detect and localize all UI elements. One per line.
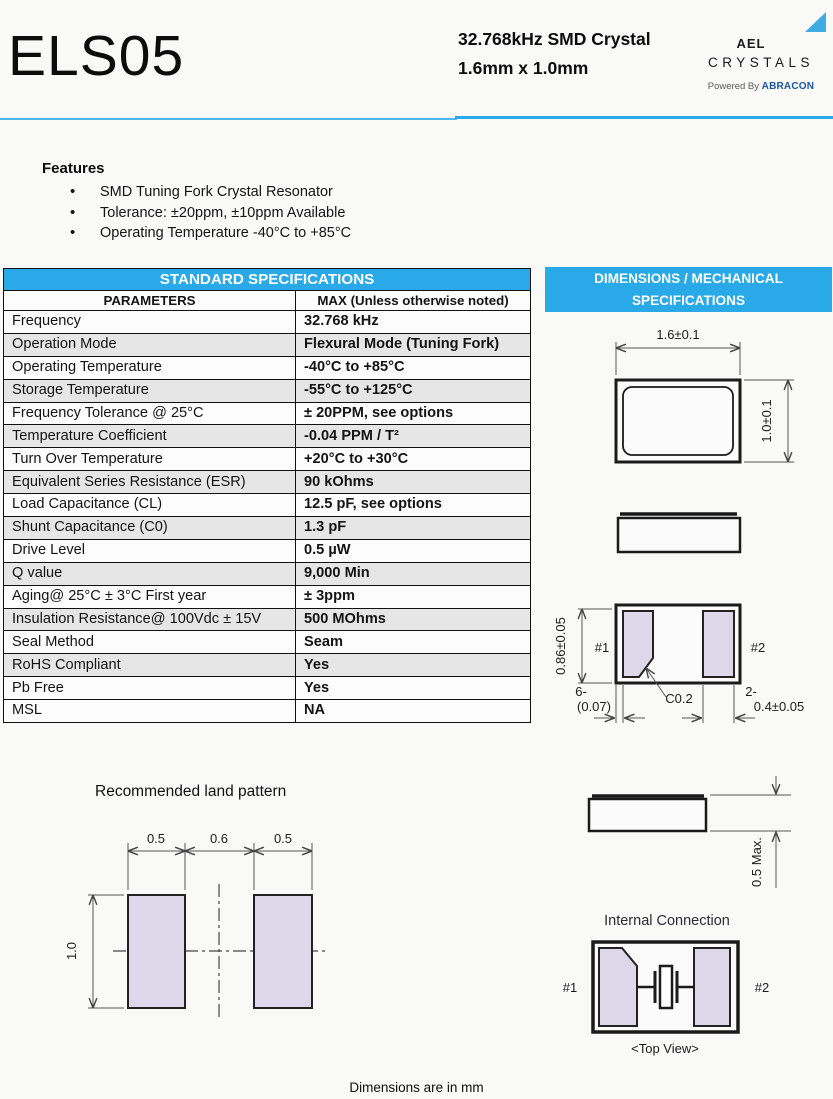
dimensions-title-line1: DIMENSIONS / MECHANICAL: [594, 271, 783, 286]
land-pad-right: [254, 895, 312, 1008]
spec-table-title: STANDARD SPECIFICATIONS: [4, 269, 531, 291]
profile-view-drawing: [548, 770, 830, 905]
pad-count-label: 2-: [745, 684, 757, 699]
table-row: [4, 494, 531, 517]
param-cell: Drive Level: [4, 539, 296, 562]
value-cell: 12.5 pF, see options: [296, 494, 531, 517]
crystal-symbol: [660, 966, 672, 1008]
table-row: [4, 425, 531, 448]
value-cell: Seam: [296, 631, 531, 654]
top-view-caption: <Top View>: [631, 1041, 699, 1056]
chamfer-count-label: 6-: [575, 684, 587, 699]
value-cell: 1.3 pF: [296, 517, 531, 540]
param-cell: Equivalent Series Resistance (ESR): [4, 471, 296, 494]
table-row: [4, 585, 531, 608]
param-cell: Storage Temperature: [4, 379, 296, 402]
dimensions-panel-header: [545, 267, 832, 312]
crystals-label: CRYSTALS: [707, 55, 815, 70]
ic-pad1-label: #1: [562, 980, 578, 995]
land-pad-left: [128, 895, 185, 1008]
pad-width-dim: 0.4±0.05: [753, 699, 805, 714]
table-row: [4, 471, 531, 494]
spec-col-parameters: PARAMETERS: [4, 291, 296, 311]
table-row: [4, 677, 531, 700]
land-pattern-title: Recommended land pattern: [95, 783, 287, 800]
value-cell: -40°C to +85°C: [296, 356, 531, 379]
side-view-drawing: [548, 505, 830, 565]
land-dim-pad-left: 0.5: [146, 831, 166, 846]
powered-by-prefix: Powered By: [707, 81, 760, 92]
table-row: [4, 517, 531, 540]
corner-chamfer-label: C0.2: [665, 691, 693, 706]
table-row: [4, 608, 531, 631]
spec-table: [3, 268, 531, 723]
product-subtitle-line2: 1.6mm x 1.0mm: [458, 58, 589, 78]
value-cell: ± 20PPM, see options: [296, 402, 531, 425]
value-cell: -0.04 PPM / T²: [296, 425, 531, 448]
table-row: [4, 311, 531, 334]
pad2-label: #2: [750, 640, 766, 655]
features-heading: Features: [42, 160, 105, 177]
pad1-label: #1: [594, 640, 610, 655]
feature-item: • Operating Temperature -40°C to +85°C: [42, 223, 462, 244]
ic-pad2: [694, 948, 730, 1026]
value-cell: Yes: [296, 654, 531, 677]
param-cell: Temperature Coefficient: [4, 425, 296, 448]
value-cell: 0.5 µW: [296, 539, 531, 562]
part-number-title: ELS05: [8, 24, 185, 88]
value-cell: 32.768 kHz: [296, 311, 531, 334]
param-cell: Shunt Capacitance (C0): [4, 517, 296, 540]
table-row: [4, 448, 531, 471]
ael-wordmark: [693, 8, 829, 54]
value-cell: Yes: [296, 677, 531, 700]
header-rule-right: [455, 116, 833, 119]
table-row: [4, 379, 531, 402]
value-cell: NA: [296, 700, 531, 723]
top-view-height-dim: 1.0±0.1: [759, 399, 774, 443]
land-pattern-drawing: [40, 818, 420, 1053]
brand-logo: [690, 8, 832, 92]
param-cell: Operation Mode: [4, 333, 296, 356]
value-cell: 500 MOhms: [296, 608, 531, 631]
param-cell: Frequency Tolerance @ 25°C: [4, 402, 296, 425]
product-subtitle: [458, 25, 651, 83]
internal-connection-title: Internal Connection: [604, 913, 730, 929]
param-cell: Pb Free: [4, 677, 296, 700]
param-cell: Insulation Resistance@ 100Vdc ± 15V: [4, 608, 296, 631]
value-cell: ± 3ppm: [296, 585, 531, 608]
table-row: [4, 402, 531, 425]
table-row: [4, 562, 531, 585]
param-cell: Load Capacitance (CL): [4, 494, 296, 517]
feature-item: • SMD Tuning Fork Crystal Resonator: [42, 182, 462, 203]
param-cell: Seal Method: [4, 631, 296, 654]
table-row: [4, 539, 531, 562]
land-dim-gap: 0.6: [209, 831, 229, 846]
ic-pad2-label: #2: [754, 980, 770, 995]
features-section: [42, 160, 462, 244]
table-row: [4, 700, 531, 723]
bottom-view-side-dim: 0.86±0.05: [553, 617, 568, 675]
param-cell: MSL: [4, 700, 296, 723]
header-rule-left: [0, 118, 457, 120]
chamfer-size-label: (0.07): [577, 699, 611, 714]
param-cell: RoHS Compliant: [4, 654, 296, 677]
value-cell: +20°C to +30°C: [296, 448, 531, 471]
table-row: [4, 333, 531, 356]
value-cell: 90 kOhms: [296, 471, 531, 494]
land-dim-pad-right: 0.5: [273, 831, 293, 846]
value-cell: Flexural Mode (Tuning Fork): [296, 333, 531, 356]
ael-letters: AEL: [736, 36, 766, 51]
top-view-drawing: [548, 322, 830, 474]
table-row: [4, 631, 531, 654]
param-cell: Operating Temperature: [4, 356, 296, 379]
feature-item: • Tolerance: ±20ppm, ±10ppm Available: [42, 203, 462, 224]
ael-triangle-icon: [805, 12, 826, 32]
powered-by: [690, 81, 832, 92]
table-row: [4, 356, 531, 379]
param-cell: Aging@ 25°C ± 3°C First year: [4, 585, 296, 608]
value-cell: -55°C to +125°C: [296, 379, 531, 402]
dimensions-title-line2: SPECIFICATIONS: [631, 292, 746, 308]
bottom-view-drawing: [548, 596, 833, 728]
top-view-width-dim: 1.6±0.1: [656, 327, 700, 342]
internal-connection-drawing: [548, 935, 833, 1060]
features-list: [42, 182, 462, 244]
spec-col-max: MAX (Unless otherwise noted): [296, 291, 531, 311]
product-subtitle-line1: 32.768kHz SMD Crystal: [458, 29, 651, 49]
param-cell: Turn Over Temperature: [4, 448, 296, 471]
land-dim-height: 1.0: [64, 941, 79, 961]
table-row: [4, 654, 531, 677]
abracon-brand: ABRACON: [761, 81, 815, 92]
bottom-pad2: [703, 611, 734, 677]
value-cell: 9,000 Min: [296, 562, 531, 585]
param-cell: Frequency: [4, 311, 296, 334]
ic-pad1: [599, 948, 637, 1026]
param-cell: Q value: [4, 562, 296, 585]
footer-note: Dimensions are in mm: [349, 1080, 484, 1095]
profile-height-dim: 0.5 Max.: [749, 837, 764, 887]
